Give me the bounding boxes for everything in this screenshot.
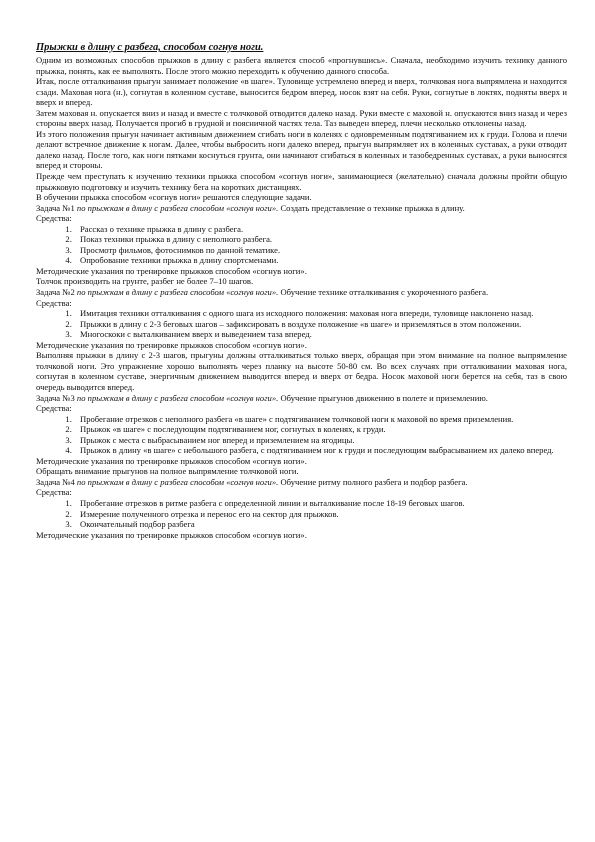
task-subject: по прыжкам в длину с разбега способом «согнув ноги».	[74, 287, 279, 298]
list-item: 1. Пробегание отрезков с неполного разбега «в шаге» с подтягиванием толчковой ноги к маховой во время приземления.	[74, 414, 567, 425]
task-label: Задача №4	[36, 476, 75, 487]
intro-paragraph: Затем маховая н. опускается вниз и назад и вместе с толчковой отводится далеко назад. Руки вместе с маховой н. опускаются вниз назад и через стороны вверх назад. Получается прогиб в грудной и поясничной частях тела. Таз выведен вперед, плечи несколько отклонены назад.	[36, 107, 567, 129]
method-note: Методические указания по тренировке прыжков способом «согнув ноги».	[36, 339, 307, 350]
list-item: 2. Прыжки в длину с 2-3 беговых шагов – зафиксировать в воздухе положение «в шаге» и приземляться в этом положении.	[74, 319, 567, 330]
intro-paragraph: Одним из возможных способов прыжков в длину с разбега является способ «прогнувшись». Сначала, необходимо изучить технику данного прыжка, понять, как ее выполнять. После этого можно переходить к обучению данного способа.	[36, 55, 567, 76]
task-heading	[36, 393, 567, 404]
document-page	[36, 42, 567, 540]
list-item: 2. Показ техники прыжка в длину с неполного разбега.	[74, 234, 567, 245]
document-title: Прыжки в длину с разбега, способом согнув ноги.	[36, 42, 264, 53]
task-goal: Обучение технике отталкивания с укороченного разбега.	[278, 287, 489, 298]
list-item: 3. Прыжок с места с выбрасыванием ног вперед и приземлением на ягодицы.	[74, 435, 567, 446]
task-label: Задача №3	[36, 392, 75, 403]
task-heading	[36, 203, 567, 214]
list-item: 3. Многоскоки с выталкиванием вверх и выведением таза вперед.	[74, 329, 567, 340]
list-item: 3. Просмотр фильмов, фотоснимков по данной тематике.	[74, 245, 567, 256]
means-list	[36, 224, 567, 266]
method-note: Методические указания по тренировке прыжков способом «согнув ноги».	[36, 265, 307, 276]
task-goal: Обучение прыгунов движению в полете и приземлению.	[278, 392, 488, 403]
intro-paragraph: Прежде чем преступать к изучению техники прыжка способом «согнув ноги», занимающиеся (желательно) сначала должны пройти общую прыжковую подготовку и изучить технику бега на коротких дистанциях.	[36, 171, 567, 192]
task-subject: по прыжкам в длину с разбега способом «согнув ноги».	[74, 476, 279, 487]
task-goal: Обучение ритму полного разбега и подбор разбега.	[278, 476, 468, 487]
method-note: Методические указания по тренировке прыжков способом «согнув ноги».	[36, 455, 307, 466]
means-list	[36, 414, 567, 456]
task-heading	[36, 287, 567, 298]
means-list	[36, 308, 567, 340]
task-heading	[36, 477, 567, 488]
means-list	[36, 498, 567, 530]
means-label: Средства:	[36, 403, 72, 414]
method-note: Методические указания по тренировке прыжков способом «согнув ноги».	[36, 529, 307, 540]
list-item: 1. Имитация техники отталкивания с одного шага из исходного положения: маховая нога впереди, туловище наклонено назад.	[74, 308, 567, 319]
method-note: Толчок производить на грунте, разбег не более 7–10 шагов.	[36, 276, 254, 287]
means-label: Средства:	[36, 297, 72, 308]
list-item: 4. Опробование техники прыжка в длину спортсменами.	[74, 255, 567, 266]
list-item: 2. Измерение полученного отрезка и перенос его на сектор для прыжков.	[74, 509, 567, 520]
means-label: Средства:	[36, 213, 72, 224]
list-item: 2. Прыжок «в шаге» с последующим подтягиванием ног, согнутых в коленях, к груди.	[74, 424, 567, 435]
list-item: 1. Пробегание отрезков в ритме разбега с определенной линии и выталкивание после 18-19 беговых шагов.	[74, 498, 567, 509]
task-goal: Создать представление о технике прыжка в длину.	[278, 202, 465, 213]
intro-paragraph: Итак, после отталкивания прыгун занимает положение «в шаге». Туловище устремлено вперед и вверх, толчковая нога выпрямлена и находится сзади. Маховая нога (н.), согнутая в коленном суставе, выносится бедром вперед, носок взят на себя. Руки, согнутые в локтях, подняты вверх и вверх и вперед.	[36, 76, 567, 108]
list-item: 3. Окончательный подбор разбега	[74, 519, 567, 530]
intro-paragraph: В обучении прыжка способом «согнув ноги» решаются следующие задачи.	[36, 192, 312, 203]
means-label: Средства:	[36, 487, 72, 498]
task-label: Задача №2	[36, 287, 75, 298]
intro-paragraph: Из этого положения прыгун начинает активным движением сгибать ноги в коленях с одновременным подтягиванием их к груди. Голова и плечи делают встречное движение к ногам. Далее, чтобы выбросить ноги далеко вперед, прыгун выпрямляет их в коленных суставах, а руки отводит далеко назад. После того, как ноги пятками коснуться грунта, они начинают сгибаться в коленных и тазобедренных суставах, а руки выносятся вперед и стороны.	[36, 128, 567, 171]
method-note: Обращать внимание прыгунов на полное выпрямление толчковой ноги.	[36, 466, 299, 477]
task-label: Задача №1	[36, 202, 75, 213]
task-subject: по прыжкам в длину с разбега способом «согнув ноги».	[74, 202, 279, 213]
method-note: Выполняя прыжки в длину с 2-3 шагов, прыгуны должны отталкиваться только вверх, обращая при этом внимание на полное выпрямление толчковой ноги. Это упражнение хорошо выполнять через планку на высоте 50-80 см. Во всех случаях при отталкивании маховая нога, согнутая в коленном суставе, энергичным движением выводится вперед и вверх от бедра. Носок маховой ноги берется на себя, таз в свою очередь выводится вперед.	[36, 350, 567, 392]
list-item: 4. Прыжок в длину «в шаге» с небольшого разбега, с подтягиванием ног к груди и последующим выбрасыванием их далеко вперед.	[74, 445, 567, 456]
task-subject: по прыжкам в длину с разбега способом «согнув ноги».	[74, 392, 279, 403]
list-item: 1. Рассказ о технике прыжка в длину с разбега.	[74, 224, 567, 235]
